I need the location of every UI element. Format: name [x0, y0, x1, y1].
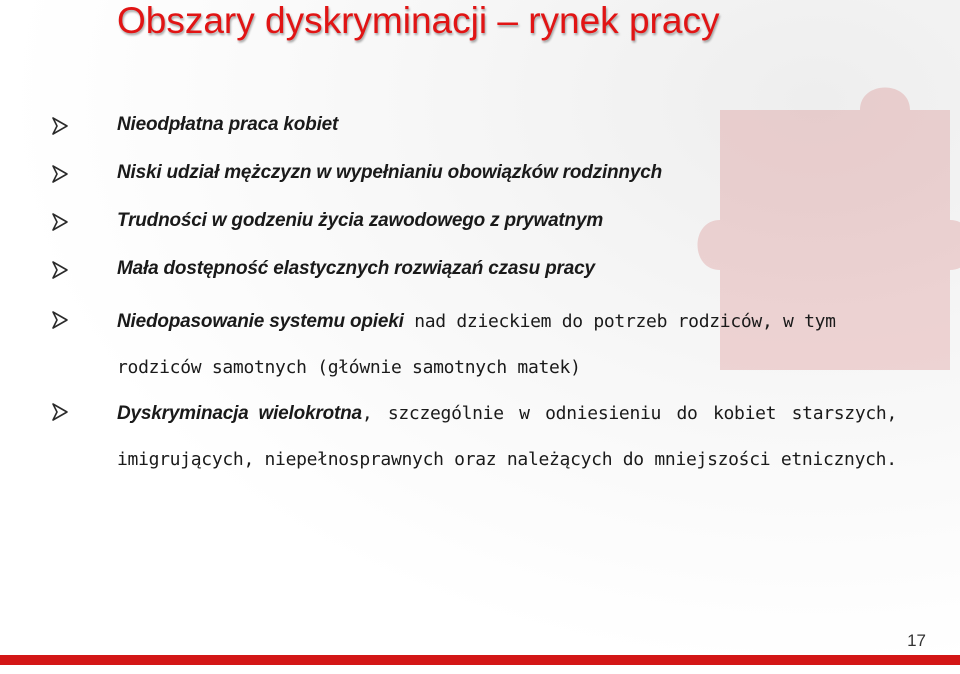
arrowhead-bullet-icon	[50, 212, 70, 232]
arrowhead-bullet-icon	[50, 164, 70, 184]
list-item	[117, 298, 897, 390]
list-item: Niski udział mężczyzn w wypełnianiu obowiązków rodzinnych	[117, 162, 662, 183]
list-item-emphasis: Niedopasowanie systemu opieki	[117, 311, 404, 332]
list-item: Mała dostępność elastycznych rozwiązań czasu pracy	[117, 258, 595, 279]
list-item-text: , szczególnie w odniesieniu do kobiet starszych, imigrujących, niepełnosprawnych oraz należących do mniejszości etnicznych.	[117, 403, 897, 470]
list-item: Trudności w godzeniu życia zawodowego z prywatnym	[117, 210, 604, 231]
list-item-text: nad dzieckiem do potrzeb rodziców, w tym rodziców samotnych (głównie samotnych matek)	[117, 311, 836, 378]
list-item: Nieodpłatna praca kobiet	[117, 114, 339, 135]
slide-title: Obszary dyskryminacji – rynek pracy	[117, 0, 720, 41]
arrowhead-bullet-icon	[50, 260, 70, 280]
arrowhead-bullet-icon	[50, 402, 70, 422]
list-item	[117, 390, 897, 482]
list-item-emphasis: Dyskryminacja wielokrotna	[117, 403, 362, 424]
arrowhead-bullet-icon	[50, 310, 70, 330]
arrowhead-bullet-icon	[50, 116, 70, 136]
footer-bar	[0, 655, 960, 665]
page-number: 17	[907, 631, 926, 650]
